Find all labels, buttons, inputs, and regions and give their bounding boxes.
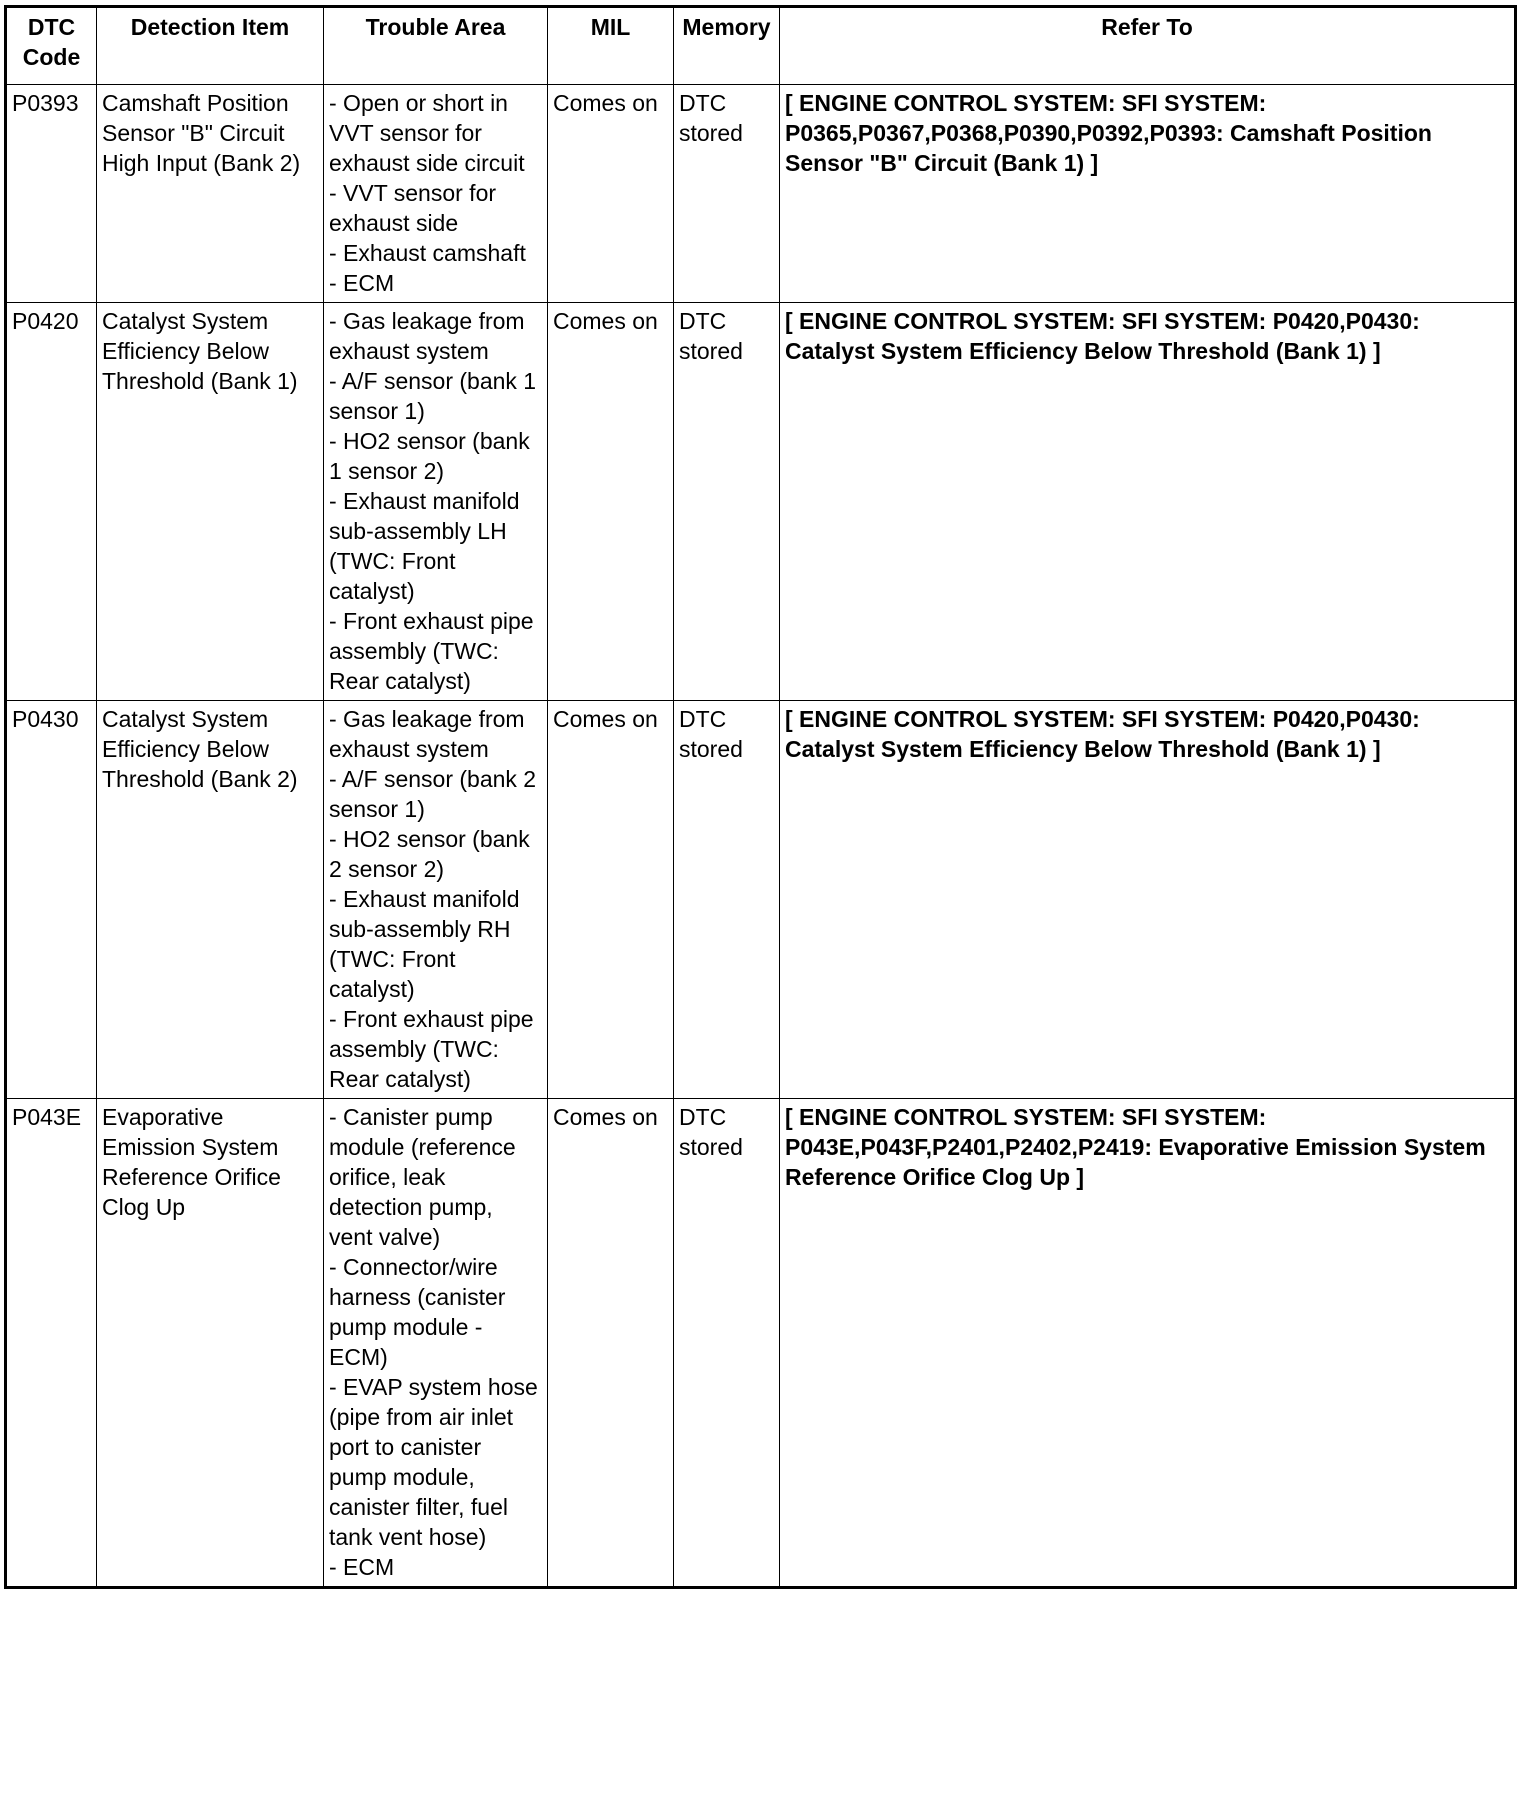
trouble-area-item: - Exhaust camshaft: [329, 240, 526, 266]
document-page: [4, 5, 1514, 1809]
trouble-area-item: - Canister pump module (reference orifice, leak detection pump, vent valve): [329, 1104, 516, 1250]
memory-cell: DTC stored: [674, 85, 780, 303]
trouble-area-item: - Open or short in VVT sensor for exhaust side circuit: [329, 90, 525, 176]
header-mil: MIL: [548, 7, 674, 85]
trouble-area-item: - A/F sensor (bank 1 sensor 1): [329, 368, 537, 424]
mil-cell: Comes on: [548, 303, 674, 701]
detection-item-cell: Camshaft Position Sensor "B" Circuit High Input (Bank 2): [97, 85, 324, 303]
dtc-table: [4, 5, 1517, 1589]
trouble-area-item: - Exhaust manifold sub-assembly RH (TWC: Front catalyst): [329, 886, 520, 1002]
memory-cell: DTC stored: [674, 701, 780, 1099]
mil-cell: Comes on: [548, 85, 674, 303]
trouble-area-cell: [324, 701, 548, 1099]
detection-item-cell: Evaporative Emission System Reference Orifice Clog Up: [97, 1099, 324, 1588]
trouble-area-item: - Exhaust manifold sub-assembly LH (TWC: Front catalyst): [329, 488, 520, 604]
trouble-area-item: - HO2 sensor (bank 1 sensor 2): [329, 428, 530, 484]
dtc-code-cell: P043E: [6, 1099, 97, 1588]
trouble-area-item: - Connector/wire harness (canister pump module - ECM): [329, 1254, 506, 1370]
detection-item-cell: Catalyst System Efficiency Below Threshold (Bank 2): [97, 701, 324, 1099]
header-memory: Memory: [674, 7, 780, 85]
trouble-area-item: - Front exhaust pipe assembly (TWC: Rear catalyst): [329, 608, 534, 694]
trouble-area-item: - Front exhaust pipe assembly (TWC: Rear catalyst): [329, 1006, 534, 1092]
trouble-area-item: - ECM: [329, 270, 395, 296]
trouble-area-item: - A/F sensor (bank 2 sensor 1): [329, 766, 537, 822]
header-trouble-area: Trouble Area: [324, 7, 548, 85]
refer-to-link[interactable]: [ ENGINE CONTROL SYSTEM: SFI SYSTEM: P0365,P0367,P0368,P0390,P0392,P0393: Camshaft Position Sensor "B" Circuit (Bank 1) ]: [780, 85, 1516, 303]
header-dtc-code: DTC Code: [6, 7, 97, 85]
trouble-area-cell: [324, 303, 548, 701]
trouble-area-item: - VVT sensor for exhaust side: [329, 180, 497, 236]
memory-cell: DTC stored: [674, 1099, 780, 1588]
dtc-code-cell: P0393: [6, 85, 97, 303]
trouble-area-item: - ECM: [329, 1554, 395, 1580]
refer-to-link[interactable]: [ ENGINE CONTROL SYSTEM: SFI SYSTEM: P0420,P0430: Catalyst System Efficiency Below Threshold (Bank 1) ]: [780, 701, 1516, 1099]
header-detection-item: Detection Item: [97, 7, 324, 85]
table-body: [6, 85, 1516, 1588]
mil-cell: Comes on: [548, 701, 674, 1099]
mil-cell: Comes on: [548, 1099, 674, 1588]
dtc-code-cell: P0430: [6, 701, 97, 1099]
header-refer-to: Refer To: [780, 7, 1516, 85]
refer-to-link[interactable]: [ ENGINE CONTROL SYSTEM: SFI SYSTEM: P0420,P0430: Catalyst System Efficiency Below Threshold (Bank 1) ]: [780, 303, 1516, 701]
table-header: [6, 7, 1516, 85]
dtc-code-cell: P0420: [6, 303, 97, 701]
trouble-area-cell: [324, 85, 548, 303]
trouble-area-item: - Gas leakage from exhaust system: [329, 308, 525, 364]
table-row: [6, 303, 1516, 701]
table-row: [6, 1099, 1516, 1588]
trouble-area-item: - HO2 sensor (bank 2 sensor 2): [329, 826, 530, 882]
trouble-area-item: - Gas leakage from exhaust system: [329, 706, 525, 762]
table-row: [6, 701, 1516, 1099]
detection-item-cell: Catalyst System Efficiency Below Threshold (Bank 1): [97, 303, 324, 701]
header-row: [6, 7, 1516, 85]
refer-to-link[interactable]: [ ENGINE CONTROL SYSTEM: SFI SYSTEM: P043E,P043F,P2401,P2402,P2419: Evaporative Emission System Reference Orifice Clog Up ]: [780, 1099, 1516, 1588]
trouble-area-item: - EVAP system hose (pipe from air inlet port to canister pump module, canister filter, fuel tank vent hose): [329, 1374, 538, 1550]
memory-cell: DTC stored: [674, 303, 780, 701]
trouble-area-cell: [324, 1099, 548, 1588]
table-row: [6, 85, 1516, 303]
